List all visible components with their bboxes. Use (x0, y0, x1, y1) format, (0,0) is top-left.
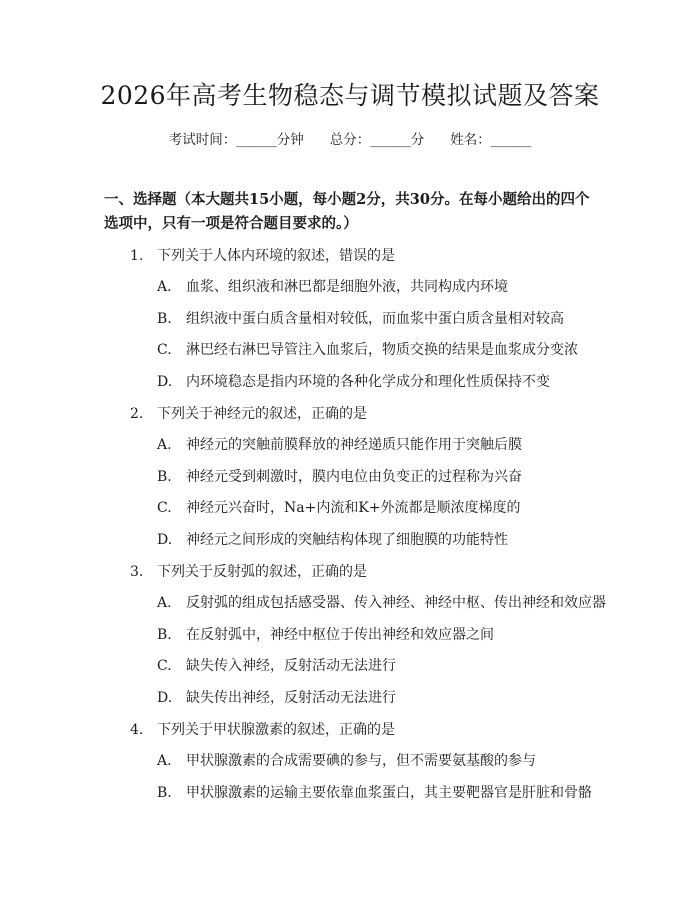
option-text: 缺失传出神经，反射活动无法进行 (186, 689, 396, 706)
question-stem (0, 556, 700, 588)
option-letter: A. (157, 279, 172, 295)
option-a (0, 272, 700, 304)
exam-meta (0, 130, 700, 150)
option-text: 神经元兴奋时，Na+内流和K+外流都是顺浓度梯度的 (186, 500, 521, 516)
question-number: 2. (130, 406, 144, 422)
option-b (0, 620, 700, 652)
option-text: 血浆、组织液和淋巴都是细胞外液，共同构成内环境 (186, 279, 508, 295)
question-text: 下列关于人体内环境的叙述，错误的是 (157, 248, 395, 264)
option-c (0, 335, 700, 367)
option-b (0, 778, 700, 810)
option-b (0, 304, 700, 336)
option-letter: A. (157, 437, 172, 453)
option-letter: B. (157, 468, 172, 485)
option-a (0, 746, 700, 778)
question-text: 下列关于甲状腺激素的叙述，正确的是 (157, 722, 395, 738)
question-text: 下列关于反射弧的叙述，正确的是 (157, 564, 367, 580)
option-letter: C. (157, 342, 172, 358)
option-letter: B. (157, 626, 172, 643)
option-text: 淋巴经右淋巴导管注入血浆后，物质交换的结果是血浆成分变浓 (186, 342, 578, 358)
question-text: 下列关于神经元的叙述，正确的是 (157, 406, 367, 422)
question-stem (0, 398, 700, 430)
option-letter: C. (157, 658, 172, 674)
question-1 (0, 240, 700, 398)
option-letter: B. (157, 784, 172, 801)
option-letter: D. (157, 373, 173, 390)
option-text: 内环境稳态是指内环境的各种化学成分和理化性质保持不变 (186, 373, 550, 390)
student-name-field: 姓名：______ (450, 132, 532, 148)
option-letter: B. (157, 310, 172, 327)
option-a (0, 430, 700, 462)
option-d (0, 367, 700, 399)
option-c (0, 651, 700, 683)
option-letter: A. (157, 753, 172, 769)
page-title: 2026年高考生物稳态与调节模拟试题及答案 (100, 81, 600, 110)
question-list (0, 240, 700, 809)
option-text: 神经元之间形成的突触结构体现了细胞膜的功能特性 (186, 531, 508, 548)
option-text: 神经元的突触前膜释放的神经递质只能作用于突触后膜 (186, 437, 522, 453)
option-text: 甲状腺激素的合成需要碘的参与，但不需要氨基酸的参与 (186, 753, 536, 769)
question-number: 4. (130, 722, 144, 738)
question-number: 1. (130, 248, 144, 264)
option-letter: A. (157, 595, 172, 611)
question-stem (0, 714, 700, 746)
option-text: 神经元受到刺激时，膜内电位由负变正的过程称为兴奋 (186, 468, 522, 485)
option-text: 在反射弧中，神经中枢位于传出神经和效应器之间 (186, 626, 494, 643)
option-text: 甲状腺激素的运输主要依靠血浆蛋白，其主要靶器官是肝脏和骨骼 (186, 784, 592, 801)
option-text: 组织液中蛋白质含量相对较低，而血浆中蛋白质含量相对较高 (186, 310, 564, 327)
option-text: 反射弧的组成包括感受器、传入神经、神经中枢、传出神经和效应器 (186, 595, 606, 611)
option-c (0, 493, 700, 525)
section-heading: 一、选择题（本大题共15小题，每小题2分，共30分。在每小题给出的四个选项中，只有一项是符合题目要求的。） (104, 191, 590, 232)
option-b (0, 462, 700, 494)
option-d (0, 525, 700, 557)
exam-time-field: 考试时间：______分钟 (168, 132, 304, 148)
option-letter: D. (157, 689, 173, 706)
option-a (0, 588, 700, 620)
total-score-field: 总分：______分 (329, 132, 425, 148)
option-letter: C. (157, 500, 172, 516)
question-4 (0, 714, 700, 809)
question-stem (0, 240, 700, 272)
question-number: 3. (130, 564, 144, 580)
question-2 (0, 398, 700, 556)
option-d (0, 683, 700, 715)
question-3 (0, 556, 700, 714)
option-letter: D. (157, 531, 173, 548)
option-text: 缺失传入神经，反射活动无法进行 (186, 658, 396, 674)
